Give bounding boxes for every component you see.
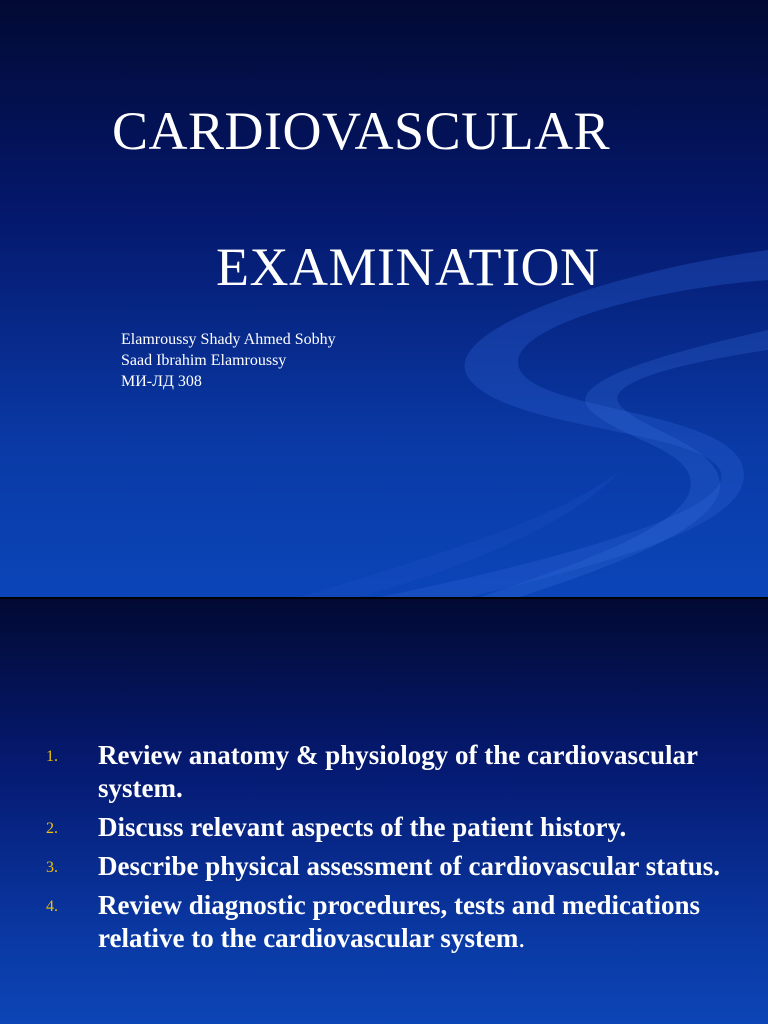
objectives-slide — [0, 599, 768, 1024]
objective-number: 3. — [46, 859, 58, 876]
objectives-list — [0, 739, 768, 961]
author-block — [121, 329, 336, 392]
author-line-2: Saad Ibrahim Elamroussy — [121, 352, 287, 369]
title-line-2: EXAMINATION — [216, 237, 600, 297]
objective-text-main: Review diagnostic procedures, tests and medications relative to the cardiovascular system — [98, 890, 700, 953]
objective-item — [0, 739, 768, 805]
objective-text — [98, 889, 748, 955]
objective-item — [0, 889, 768, 955]
objective-text-tail: . — [518, 923, 526, 953]
objective-text — [98, 739, 748, 805]
objective-number: 2. — [46, 820, 58, 837]
objective-text-main: Review anatomy & physiology of the cardiovascular system. — [98, 740, 698, 803]
objective-number: 1. — [46, 748, 58, 765]
objective-item — [0, 850, 768, 883]
objective-text — [98, 850, 748, 883]
objective-number: 4. — [46, 898, 58, 915]
group-code: МИ-ЛД 308 — [121, 373, 202, 390]
objective-item — [0, 811, 768, 844]
title-line-1: CARDIOVASCULAR — [112, 101, 611, 161]
objective-text-main: Discuss relevant aspects of the patient history. — [98, 812, 627, 842]
objective-text-main: Describe physical assessment of cardiovascular status. — [98, 851, 720, 881]
author-line-1: Elamroussy Shady Ahmed Sobhy — [121, 331, 336, 348]
objective-text — [98, 811, 748, 844]
